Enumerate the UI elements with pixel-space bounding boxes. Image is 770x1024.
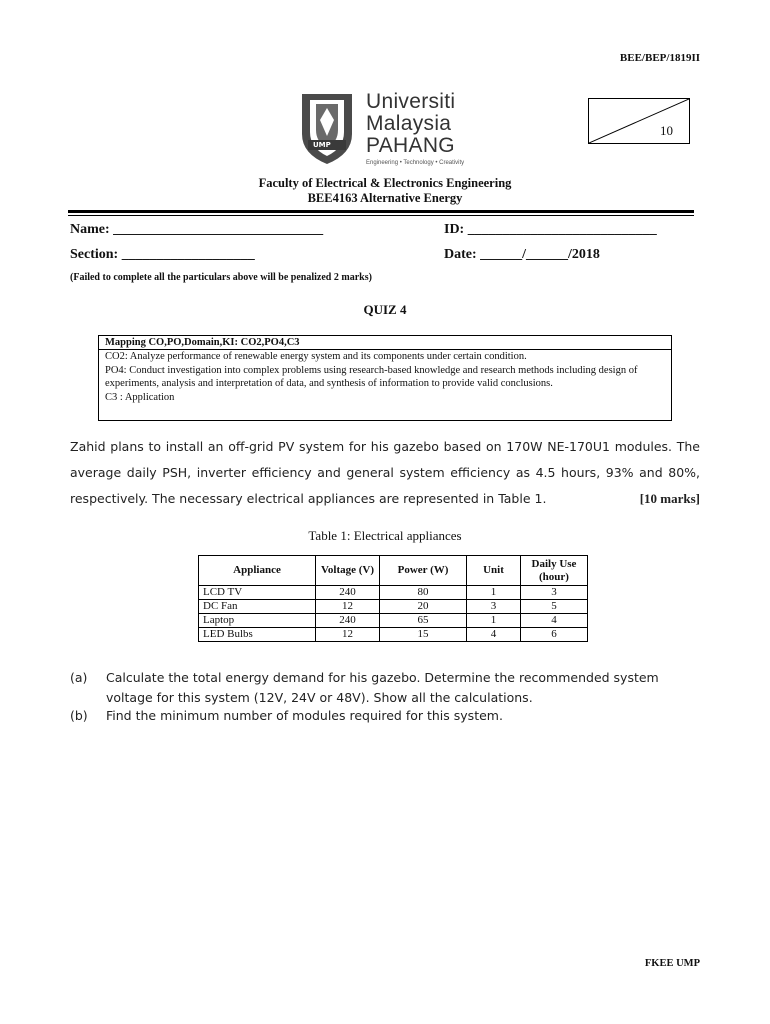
logo-tagline: Engineering • Technology • Creativity (366, 160, 465, 166)
mapping-po4: PO4: Conduct investigation into complex problems using research-based knowledge and research methods including design of experiments, analysis and interpretation of data, and synthesis of information to provide valid conclusions. (105, 364, 638, 389)
header-rule-thin (68, 215, 694, 216)
cell: Laptop (199, 614, 316, 628)
table-row (199, 586, 588, 600)
header-appliance: Appliance (199, 556, 316, 586)
cell: 12 (316, 600, 380, 614)
section-field[interactable]: Section: ___________________ (70, 247, 255, 262)
cell: 5 (521, 600, 588, 614)
table-row (199, 628, 588, 642)
course-name: BEE4163 Alternative Energy (307, 191, 463, 205)
header-rule-thick (68, 210, 694, 213)
cell: 12 (316, 628, 380, 642)
faculty-heading (0, 176, 770, 206)
score-box (588, 98, 690, 144)
score-box-diagonal (589, 99, 689, 143)
quiz-title: QUIZ 4 (363, 302, 407, 317)
cell: LED Bulbs (199, 628, 316, 642)
cell: LCD TV (199, 586, 316, 600)
mapping-title: Mapping CO,PO,Domain,KI: CO2,PO4,C3 (99, 336, 671, 350)
header-unit: Unit (467, 556, 521, 586)
problem-text: Zahid plans to install an off-grid PV system for his gazebo based on 170W NE-170U1 modules. The average daily PSH, inverter efficiency and general system efficiency as 4.5 hours, 93% and 80%, respectively. The necessary electrical appliances are represented in Table 1. (70, 439, 700, 506)
mapping-co2: CO2: Analyze performance of renewable energy system and its components under certain condition. (105, 351, 527, 362)
date-field[interactable]: Date: ______/______/2018 (444, 247, 600, 262)
header-power: Power (W) (380, 556, 467, 586)
question-b (70, 706, 700, 726)
table-row (199, 614, 588, 628)
mapping-box (98, 335, 672, 421)
id-field[interactable]: ID: ___________________________ (444, 222, 657, 237)
cell: 80 (380, 586, 467, 600)
appliance-table (198, 555, 588, 642)
cell: 65 (380, 614, 467, 628)
logo-line-2: Malaysia (366, 112, 452, 135)
table-header-row (199, 556, 588, 586)
cell: 240 (316, 614, 380, 628)
cell: 15 (380, 628, 467, 642)
cell: 3 (467, 600, 521, 614)
cell: DC Fan (199, 600, 316, 614)
cell: 20 (380, 600, 467, 614)
cell: 3 (521, 586, 588, 600)
logo-line-1: Universiti (366, 90, 456, 113)
university-logo (296, 90, 486, 170)
cell: 4 (467, 628, 521, 642)
table-caption: Table 1: Electrical appliances (308, 528, 462, 543)
question-a (70, 668, 700, 708)
ump-shield-icon (296, 90, 358, 166)
cell: 4 (521, 614, 588, 628)
cell: 240 (316, 586, 380, 600)
logo-badge: UMP (313, 141, 331, 149)
cell: 1 (467, 614, 521, 628)
header-daily-use: Daily Use (hour) (521, 556, 588, 586)
footer-label: FKEE UMP (644, 958, 700, 969)
mapping-c3: C3 : Application (105, 391, 175, 403)
document-code: BEE/BEP/1819II (619, 52, 700, 64)
faculty-name: Faculty of Electrical & Electronics Engineering (258, 176, 512, 190)
header-voltage: Voltage (V) (316, 556, 380, 586)
penalty-note: (Failed to complete all the particulars above will be penalized 2 marks) (70, 272, 372, 283)
name-field[interactable]: Name: ______________________________ (70, 222, 324, 237)
cell: 1 (467, 586, 521, 600)
question-a-label: (a) (70, 670, 88, 685)
total-score: 10 (660, 123, 673, 138)
logo-line-3: PAHANG (366, 134, 455, 157)
problem-statement (70, 434, 700, 512)
table-row (199, 600, 588, 614)
question-a-text: Calculate the total energy demand for his gazebo. Determine the recommended system voltage for this system (12V, 24V or 48V). Show all the calculations. (106, 670, 659, 705)
question-b-label: (b) (70, 708, 88, 723)
problem-marks: [10 marks] (639, 491, 700, 506)
cell: 6 (521, 628, 588, 642)
question-b-text: Find the minimum number of modules required for this system. (106, 708, 503, 723)
